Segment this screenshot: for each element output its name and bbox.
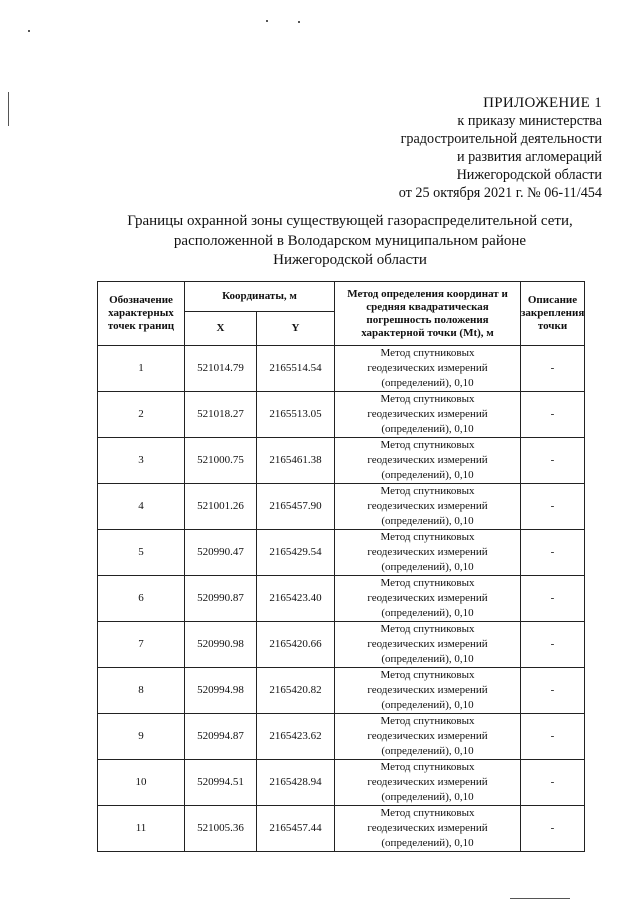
coord-x: 520994.51 (185, 760, 257, 806)
method-cell: Метод спутниковых геодезических измерений (определений), 0,10 (335, 392, 521, 438)
appendix-line: градостроительной деятельности (400, 131, 602, 147)
method-cell: Метод спутниковых геодезических измерений (определений), 0,10 (335, 668, 521, 714)
coord-y: 2165423.62 (257, 714, 335, 760)
appendix-block (322, 94, 602, 202)
scan-artifact-dot (28, 30, 30, 32)
scan-artifact-dot (266, 20, 268, 22)
appendix-line: к приказу министерства (457, 113, 602, 129)
point-number: 8 (98, 668, 185, 714)
coord-x: 520990.47 (185, 530, 257, 576)
coord-x: 520990.87 (185, 576, 257, 622)
coord-x: 521000.75 (185, 438, 257, 484)
table-row (98, 530, 585, 576)
coord-y: 2165457.44 (257, 806, 335, 852)
point-number: 7 (98, 622, 185, 668)
method-cell: Метод спутниковых геодезических измерений (определений), 0,10 (335, 576, 521, 622)
coord-y: 2165423.40 (257, 576, 335, 622)
description-cell: - (521, 622, 585, 668)
point-number: 9 (98, 714, 185, 760)
document-title (100, 212, 600, 271)
coord-y: 2165514.54 (257, 346, 335, 392)
coord-x: 521014.79 (185, 346, 257, 392)
method-cell: Метод спутниковых геодезических измерений (определений), 0,10 (335, 806, 521, 852)
point-number: 6 (98, 576, 185, 622)
description-cell: - (521, 346, 585, 392)
coord-x: 521018.27 (185, 392, 257, 438)
coord-x: 520990.98 (185, 622, 257, 668)
method-cell: Метод спутниковых геодезических измерений (определений), 0,10 (335, 714, 521, 760)
table-row (98, 392, 585, 438)
table-row (98, 346, 585, 392)
point-number: 3 (98, 438, 185, 484)
header-description: Описание закрепления точки (521, 282, 585, 346)
header-method: Метод определения координат и средняя квадратическая погрешность положения характерной точки (Mt), м (335, 282, 521, 346)
table-row (98, 438, 585, 484)
header-x: X (185, 312, 257, 346)
description-cell: - (521, 806, 585, 852)
table-row (98, 714, 585, 760)
scan-artifact-line (8, 92, 9, 126)
appendix-order-line: от 25 октября 2021 г. № 06-11/454 (398, 185, 602, 201)
header-coordinates: Координаты, м (185, 282, 335, 312)
table-row (98, 806, 585, 852)
method-cell: Метод спутниковых геодезических измерений (определений), 0,10 (335, 438, 521, 484)
description-cell: - (521, 438, 585, 484)
table-row (98, 576, 585, 622)
point-number: 5 (98, 530, 185, 576)
scan-artifact-line (510, 898, 570, 899)
coord-x: 520994.87 (185, 714, 257, 760)
description-cell: - (521, 576, 585, 622)
method-cell: Метод спутниковых геодезических измерений (определений), 0,10 (335, 346, 521, 392)
coord-y: 2165428.94 (257, 760, 335, 806)
coord-x: 521005.36 (185, 806, 257, 852)
description-cell: - (521, 760, 585, 806)
description-cell: - (521, 484, 585, 530)
title-line: Границы охранной зоны существующей газораспределительной сети, (127, 213, 573, 229)
method-cell: Метод спутниковых геодезических измерений (определений), 0,10 (335, 484, 521, 530)
coordinates-table (97, 281, 585, 852)
coord-y: 2165420.66 (257, 622, 335, 668)
point-number: 11 (98, 806, 185, 852)
coord-y: 2165420.82 (257, 668, 335, 714)
point-number: 10 (98, 760, 185, 806)
title-line: расположенной в Володарском муниципальном районе (173, 232, 527, 249)
coord-x: 520994.98 (185, 668, 257, 714)
description-cell: - (521, 530, 585, 576)
coord-x: 521001.26 (185, 484, 257, 530)
header-designation: Обозначение характерных точек границ (98, 282, 185, 346)
table-row (98, 668, 585, 714)
coord-y: 2165513.05 (257, 392, 335, 438)
appendix-line: Нижегородской области (456, 167, 602, 183)
description-cell: - (521, 668, 585, 714)
table-row (98, 484, 585, 530)
title-line: Нижегородской области (273, 252, 427, 268)
table-row (98, 622, 585, 668)
point-number: 1 (98, 346, 185, 392)
coord-y: 2165429.54 (257, 530, 335, 576)
method-cell: Метод спутниковых геодезических измерений (определений), 0,10 (335, 760, 521, 806)
point-number: 4 (98, 484, 185, 530)
appendix-line: и развития агломераций (456, 149, 602, 165)
description-cell: - (521, 714, 585, 760)
header-y: Y (257, 312, 335, 346)
method-cell: Метод спутниковых геодезических измерений (определений), 0,10 (335, 530, 521, 576)
method-cell: Метод спутниковых геодезических измерений (определений), 0,10 (335, 622, 521, 668)
description-cell: - (521, 392, 585, 438)
coord-y: 2165457.90 (257, 484, 335, 530)
point-number: 2 (98, 392, 185, 438)
coord-y: 2165461.38 (257, 438, 335, 484)
scan-artifact-dot (298, 21, 300, 23)
appendix-heading: ПРИЛОЖЕНИЕ 1 (483, 95, 602, 111)
table-row (98, 760, 585, 806)
